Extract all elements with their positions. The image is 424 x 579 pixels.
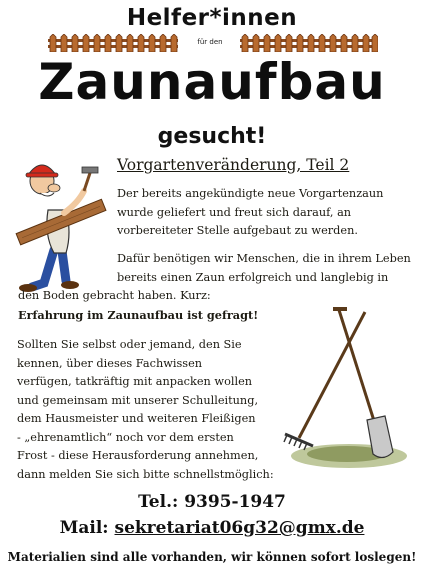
text-line: Frost - diese Herausforderung annehmen, bbox=[17, 449, 259, 462]
worker-illustration bbox=[14, 155, 114, 295]
text-line: und gemeinsam mit unserer Schulleitung, bbox=[17, 393, 259, 407]
paragraph-needed bbox=[18, 250, 411, 324]
headline-helpers: Helfer*innen bbox=[126, 5, 298, 31]
garden-tools-illustration bbox=[277, 306, 412, 471]
text-line: dem Hausmeister und weiteren Fleißigen bbox=[17, 412, 256, 425]
email-line bbox=[0, 518, 424, 538]
section-subtitle: Vorgartenveränderung, Teil 2 bbox=[117, 156, 350, 174]
phone-number: Tel.: 9395-1947 bbox=[138, 492, 286, 512]
paragraph-delivery bbox=[117, 185, 383, 241]
text-line: wurde geliefert und freut sich darauf, an bbox=[117, 205, 352, 219]
text-line: Sollten Sie selbst oder jemand, den Sie bbox=[17, 338, 242, 351]
text-line: Dafür benötigen wir Menschen, die in ihrem Leben bbox=[117, 252, 411, 265]
text-line: den Boden gebracht haben. Kurz: bbox=[18, 289, 211, 302]
text-line: verfügen, tatkräftig mit anpacken wollen bbox=[17, 375, 253, 388]
fence-icon bbox=[48, 34, 178, 52]
text-line: dann melden Sie sich bitte schnellstmöglich: bbox=[17, 467, 274, 481]
text-line: - „ehrenamtlich“ noch vor dem ersten bbox=[17, 430, 234, 444]
headline-fence-building: Zaunaufbau bbox=[38, 53, 386, 111]
text-line: kennen, über dieses Fachwissen bbox=[17, 356, 203, 370]
email-link[interactable]: sekretariat06g32@gmx.de bbox=[114, 518, 365, 538]
email-label: Mail: bbox=[59, 518, 109, 538]
for-the-label: für den bbox=[197, 38, 223, 46]
paragraph-call-to-action bbox=[17, 336, 274, 484]
text-line: bereits einen Zaun erfolgreich und langlebig in bbox=[117, 270, 389, 284]
text-line: Der bereits angekündigte neue Vorgartenzaun bbox=[117, 187, 384, 200]
headline-wanted: gesucht! bbox=[157, 124, 267, 149]
emphasis-line: Erfahrung im Zaunaufbau ist gefragt! bbox=[18, 307, 259, 322]
footer-note: Materialien sind alle vorhanden, wir können sofort loslegen! bbox=[7, 550, 417, 564]
text-line: vorbereiteter Stelle aufgebaut zu werden. bbox=[117, 224, 358, 237]
fence-icon bbox=[240, 34, 378, 52]
